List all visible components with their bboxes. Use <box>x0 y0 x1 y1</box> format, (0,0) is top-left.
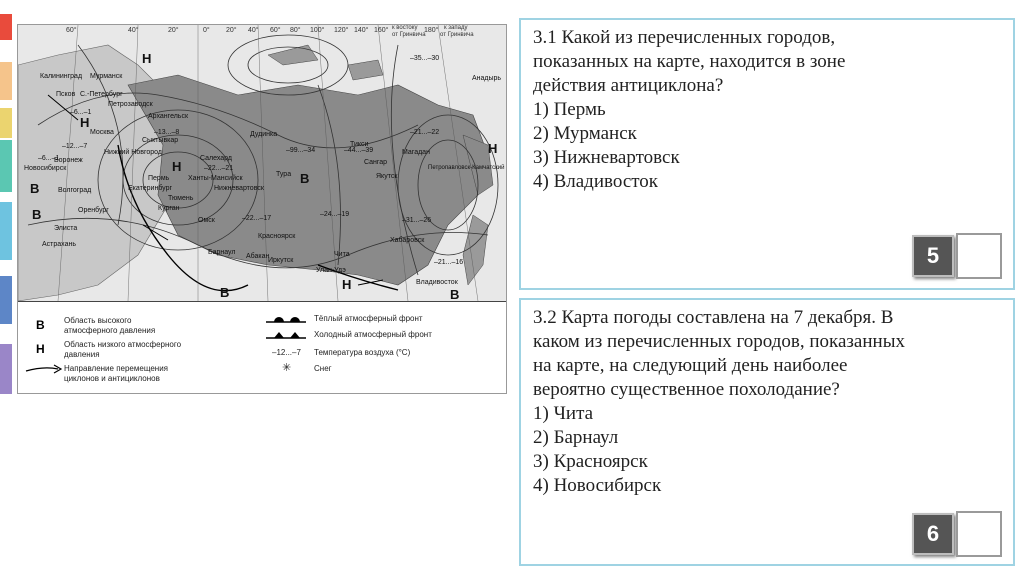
city-label: Абакан <box>246 253 270 260</box>
meridian-label: 60° <box>66 27 77 34</box>
meridian-label: 180° <box>424 27 439 34</box>
low-pressure-mark: Н <box>172 159 182 174</box>
meridian-label: 20° <box>226 27 237 34</box>
city-label: Сангар <box>364 159 388 166</box>
question-number-badge: 6 <box>912 513 954 555</box>
temperature-label: –6...–1 <box>38 155 60 162</box>
city-label: Магадан <box>402 149 430 156</box>
high-pressure-mark: В <box>220 285 230 300</box>
side-tab-blue <box>0 276 12 324</box>
meridian-label: 40° <box>128 27 139 34</box>
city-label: Астрахань <box>42 241 76 248</box>
snow-icon: ✳ <box>282 362 292 374</box>
city-label: С.-Петербург <box>80 91 123 98</box>
meridian-label: 60° <box>270 27 281 34</box>
city-label: Волгоград <box>58 187 92 194</box>
high-pressure-mark: В <box>450 287 460 301</box>
legend-direction-arrow <box>24 364 64 374</box>
map-legend <box>18 301 506 394</box>
meridian-label: 0° <box>203 27 210 34</box>
question-line: показанных на карте, находится в зоне <box>533 51 846 72</box>
temperature-label: –12...–7 <box>62 143 88 150</box>
legend-temperature-sample: –12...–7 <box>272 348 301 357</box>
high-pressure-mark: В <box>32 207 42 222</box>
city-label: Тура <box>276 171 292 178</box>
answer-option: 4) Владивосток <box>533 171 659 192</box>
temperature-label: –31...–26 <box>402 217 432 224</box>
temperature-label: –99...–34 <box>286 147 316 154</box>
legend-warm-front-symbol <box>264 314 308 324</box>
temperature-label: –6...–1 <box>70 109 92 116</box>
meridian-label: от Гринвича <box>440 32 474 38</box>
city-label: Красноярск <box>258 233 296 240</box>
legend-snow-text: Снег <box>314 364 332 373</box>
city-label: Нижний Новгород <box>104 149 162 156</box>
question-box-3-1 <box>519 18 1015 290</box>
answer-box[interactable] <box>956 511 1002 557</box>
question-text <box>533 306 1001 498</box>
city-label: Дудинка <box>250 131 278 138</box>
side-tab-teal <box>0 140 12 192</box>
city-label: Оренбург <box>78 207 109 214</box>
answer-option: 2) Барнаул <box>533 427 619 448</box>
meridian-label: к востоку <box>392 25 418 31</box>
city-label: Ханты-Мансийск <box>188 175 243 182</box>
legend-low-text: Область низкого атмосферного давления <box>64 340 182 359</box>
weather-map <box>17 24 507 394</box>
meridian-label: 160° <box>374 27 389 34</box>
city-label: Тюмень <box>168 195 194 202</box>
question-number-badge: 5 <box>912 235 954 277</box>
temperature-label: –35...–30 <box>410 55 440 62</box>
answer-option: 1) Пермь <box>533 99 606 120</box>
city-label: Омск <box>198 217 215 224</box>
answer-box[interactable] <box>956 233 1002 279</box>
answer-option: 2) Мурманск <box>533 123 637 144</box>
question-text <box>533 26 1001 194</box>
legend-temperature-text: Температура воздуха (°С) <box>314 348 411 357</box>
city-label: Москва <box>90 129 114 136</box>
city-label: Якутск <box>376 173 398 180</box>
temperature-label: –24...–19 <box>320 211 350 218</box>
legend-direction-text: Направление перемещения циклонов и антициклонов <box>64 364 168 383</box>
legend-high-symbol: В <box>36 318 45 332</box>
city-label: Нижневартовск <box>214 185 264 192</box>
temperature-label: –13...–8 <box>154 129 180 136</box>
low-pressure-mark: Н <box>342 277 352 292</box>
city-label: Петрозаводск <box>108 101 153 108</box>
meridian-label: от Гринвича <box>392 32 426 38</box>
question-line: вероятно существенное похолодание? <box>533 379 840 400</box>
meridian-label: 120° <box>334 27 349 34</box>
city-label: Пермь <box>148 175 170 182</box>
city-label: Барнаул <box>208 249 236 256</box>
temperature-label: –22...–21 <box>204 165 234 172</box>
city-label: Владивосток <box>416 279 458 286</box>
city-label: Анадырь <box>472 75 502 82</box>
side-tab-purple <box>0 344 12 394</box>
temperature-label: –22...–17 <box>242 215 272 222</box>
low-pressure-mark: Н <box>488 141 498 156</box>
high-pressure-mark: В <box>300 171 310 186</box>
city-label: Сыктывкар <box>142 137 179 144</box>
legend-warm-front-text: Тёплый атмосферный фронт <box>314 314 423 323</box>
answer-option: 3) Красноярск <box>533 451 648 472</box>
city-label: Псков <box>56 91 76 98</box>
city-label: Иркутск <box>268 257 294 264</box>
meridian-label: 140° <box>354 27 369 34</box>
legend-high-text: Область высокого атмосферного давления <box>64 316 156 335</box>
question-line: 3.2 Карта погоды составлена на 7 декабря. В <box>533 307 894 328</box>
temperature-label: –44...–39 <box>344 147 374 154</box>
city-label: Тикси <box>350 141 369 148</box>
question-line: 3.1 Какой из перечисленных городов, <box>533 27 836 48</box>
question-line: на карте, на следующий день наиболее <box>533 355 848 376</box>
legend-low-symbol: Н <box>36 342 45 356</box>
meridian-label: 100° <box>310 27 325 34</box>
answer-option: 3) Нижневартовск <box>533 147 680 168</box>
city-label: Екатеринбург <box>128 185 173 192</box>
answer-option: 1) Чита <box>533 403 594 424</box>
high-pressure-mark: В <box>30 181 40 196</box>
meridian-label: 40° <box>248 27 259 34</box>
city-label: Элиста <box>54 225 78 232</box>
city-label: Курган <box>158 205 180 212</box>
map-area <box>18 25 506 301</box>
temperature-label: –21...–22 <box>410 129 440 136</box>
city-label: Хабаровск <box>390 237 425 244</box>
city-label: Воронеж <box>54 157 83 164</box>
city-label: Чита <box>334 251 350 258</box>
city-label: Архангельск <box>148 113 189 120</box>
low-pressure-mark: Н <box>80 115 90 130</box>
meridian-label: 20° <box>168 27 179 34</box>
side-tab-lightblue <box>0 202 12 260</box>
side-tab-orange <box>0 62 12 100</box>
side-tab-yellow <box>0 108 12 138</box>
city-label: Салехард <box>200 155 232 162</box>
city-label: Мурманск <box>90 73 123 80</box>
city-label: Калининград <box>40 73 83 80</box>
question-line: каком из перечисленных городов, показанных <box>533 331 905 352</box>
side-tab-red <box>0 14 12 40</box>
temperature-label: –21...–16 <box>434 259 464 266</box>
legend-cold-front-text: Холодный атмосферный фронт <box>314 330 432 339</box>
question-box-3-2 <box>519 298 1015 566</box>
city-label: Улан-Удэ <box>316 267 346 274</box>
meridian-label: 80° <box>290 27 301 34</box>
city-label: Петропавловск-Камчатский <box>428 165 505 171</box>
meridian-label: к западу <box>444 25 468 31</box>
legend-cold-front-symbol <box>264 330 308 340</box>
answer-option: 4) Новосибирск <box>533 475 662 496</box>
low-pressure-mark: Н <box>142 51 152 66</box>
city-label: Новосибирск <box>24 165 67 172</box>
question-line: действия антициклона? <box>533 75 724 96</box>
